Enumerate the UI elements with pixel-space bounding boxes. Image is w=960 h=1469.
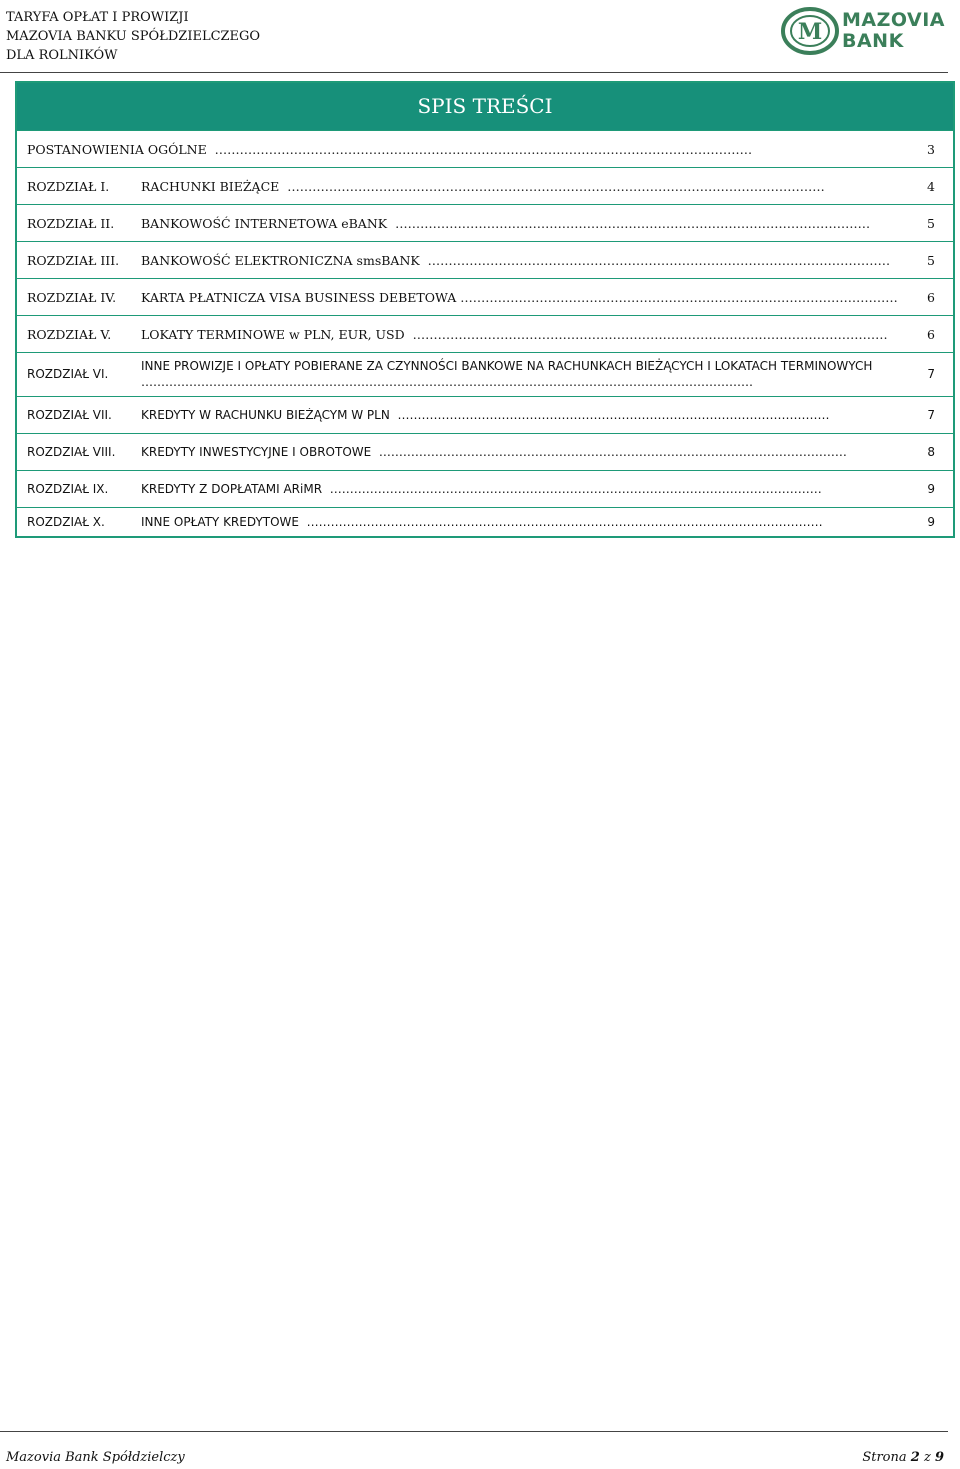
toc-title-cell xyxy=(141,253,911,268)
toc-page-number: 8 xyxy=(927,445,935,459)
footer-divider xyxy=(0,1431,948,1432)
header-title-block xyxy=(6,8,260,65)
toc-title-cell xyxy=(141,445,911,459)
toc-row[interactable] xyxy=(17,241,953,279)
toc-section-title: KREDYTY Z DOPŁATAMI ARiMR xyxy=(141,482,323,496)
toc-chapter: ROZDZIAŁ VI. xyxy=(27,367,109,381)
logo-line-2: BANK xyxy=(842,30,904,52)
toc-row[interactable] xyxy=(17,204,953,242)
toc-row[interactable] xyxy=(17,315,953,353)
toc-chapter: ROZDZIAŁ VII. xyxy=(27,408,112,422)
toc-section-title: KREDYTY INWESTYCYJNE I OBROTOWE xyxy=(141,445,372,459)
toc-page-number: 9 xyxy=(927,515,935,529)
toc-page-number: 6 xyxy=(927,327,935,342)
toc-leader-dots: …………………………………………………………………………………………… xyxy=(460,290,898,305)
toc-leader-dots: ……………………………………………………………………………………………………… xyxy=(378,445,847,459)
footer-current-page: 2 xyxy=(910,1450,920,1465)
toc-title: SPIS TREŚCI xyxy=(17,83,953,130)
toc-chapter: ROZDZIAŁ III. xyxy=(27,253,120,268)
footer-page-separator: z xyxy=(923,1450,931,1465)
toc-section-title: INNE OPŁATY KREDYTOWE xyxy=(141,515,299,529)
logo-wordmark xyxy=(842,10,945,52)
footer-bank-name: Mazovia Bank Spółdzielczy xyxy=(6,1450,185,1465)
toc-section-title: BANKOWOŚĆ ELEKTRONICZNA smsBANK xyxy=(141,253,420,268)
toc-row[interactable] xyxy=(17,352,953,397)
toc-row[interactable] xyxy=(17,130,953,168)
toc-page-number: 7 xyxy=(927,367,935,381)
svg-text:M: M xyxy=(797,19,823,45)
toc-page-number: 5 xyxy=(927,216,935,231)
toc-section-title: BANKOWOŚĆ INTERNETOWA eBANK xyxy=(141,216,388,231)
toc-row[interactable] xyxy=(17,507,953,537)
toc-title-cell xyxy=(141,482,911,496)
toc-title-cell xyxy=(141,216,911,231)
toc-title-cell xyxy=(141,408,911,422)
header-divider xyxy=(0,72,948,73)
toc-leader-dots: ……………………………………………………………………………………………………………………………………… xyxy=(141,375,753,389)
toc-title-cell xyxy=(141,358,911,392)
toc-chapter: ROZDZIAŁ I. xyxy=(27,179,110,194)
page-header xyxy=(0,0,960,74)
toc-leader-dots: ………………………………………………………………………………………………………………… xyxy=(287,179,825,194)
toc-chapter: ROZDZIAŁ II. xyxy=(27,216,115,231)
logo-line-1: MAZOVIA xyxy=(842,9,946,31)
footer-total-pages: 9 xyxy=(934,1450,944,1465)
toc-title-cell xyxy=(141,515,911,529)
toc-page-number: 4 xyxy=(927,179,935,194)
toc-title-cell xyxy=(141,290,911,305)
mazovia-bank-logo-icon xyxy=(780,6,840,56)
header-line-3: DLA ROLNIKÓW xyxy=(6,48,118,63)
toc-chapter: ROZDZIAŁ V. xyxy=(27,327,112,342)
toc-leader-dots: ………………………………………………………………………………………………………………… xyxy=(214,142,753,157)
toc-title-cell xyxy=(141,327,911,342)
toc-leader-dots: …………………………………………………………………………………………………… xyxy=(395,216,871,231)
toc-section-title: LOKATY TERMINOWE w PLN, EUR, USD xyxy=(141,327,405,342)
toc-title-cell xyxy=(141,179,911,194)
toc-leader-dots: ………………………………………………………………………………………………… xyxy=(427,253,891,268)
toc-page-number: 7 xyxy=(927,408,935,422)
toc-chapter: POSTANOWIENIA OGÓLNE xyxy=(27,142,207,157)
header-line-1: TARYFA OPŁAT I PROWIZJI xyxy=(6,10,189,25)
toc-row[interactable] xyxy=(17,470,953,508)
toc-leader-dots: ………………………………………………………………………………………………………………… xyxy=(306,515,823,529)
toc-section-title: KARTA PŁATNICZA VISA BUSINESS DEBETOWA xyxy=(141,290,457,305)
toc-chapter: ROZDZIAŁ VIII. xyxy=(27,445,116,459)
toc-leader-dots: …………………………………………………………………………………………………… xyxy=(412,327,888,342)
toc-section-title: KREDYTY W RACHUNKU BIEŻĄCYM W PLN xyxy=(141,408,390,422)
toc-chapter: ROZDZIAŁ IX. xyxy=(27,482,109,496)
toc-section-title: INNE PROWIZJE I OPŁATY POBIERANE ZA CZYNNOŚCI BANKOWE NA RACHUNKACH BIEŻĄCYCH I LOKATACH TERMINOWYCH xyxy=(141,359,873,373)
footer-page-indicator xyxy=(862,1450,944,1465)
footer-page-label: Strona xyxy=(862,1450,907,1465)
header-line-2: MAZOVIA BANKU SPÓŁDZIELCZEGO xyxy=(6,29,261,44)
toc-page-number: 5 xyxy=(927,253,935,268)
toc-chapter: ROZDZIAŁ IV. xyxy=(27,290,117,305)
toc-page-number: 3 xyxy=(927,142,935,157)
toc-entry-general xyxy=(27,142,911,157)
mazovia-bank-logo xyxy=(780,6,950,58)
toc-row[interactable] xyxy=(17,433,953,471)
toc-section-title: RACHUNKI BIEŻĄCE xyxy=(141,179,280,194)
toc-row[interactable] xyxy=(17,396,953,434)
toc-leader-dots: …………………………………………………………………………………………………………… xyxy=(329,482,822,496)
toc-leader-dots: ……………………………………………………………………………………………… xyxy=(397,408,830,422)
toc-row[interactable] xyxy=(17,278,953,316)
toc-page-number: 6 xyxy=(927,290,935,305)
toc-page-number: 9 xyxy=(927,482,935,496)
table-of-contents xyxy=(15,81,955,538)
toc-row[interactable] xyxy=(17,167,953,205)
toc-chapter: ROZDZIAŁ X. xyxy=(27,515,105,529)
